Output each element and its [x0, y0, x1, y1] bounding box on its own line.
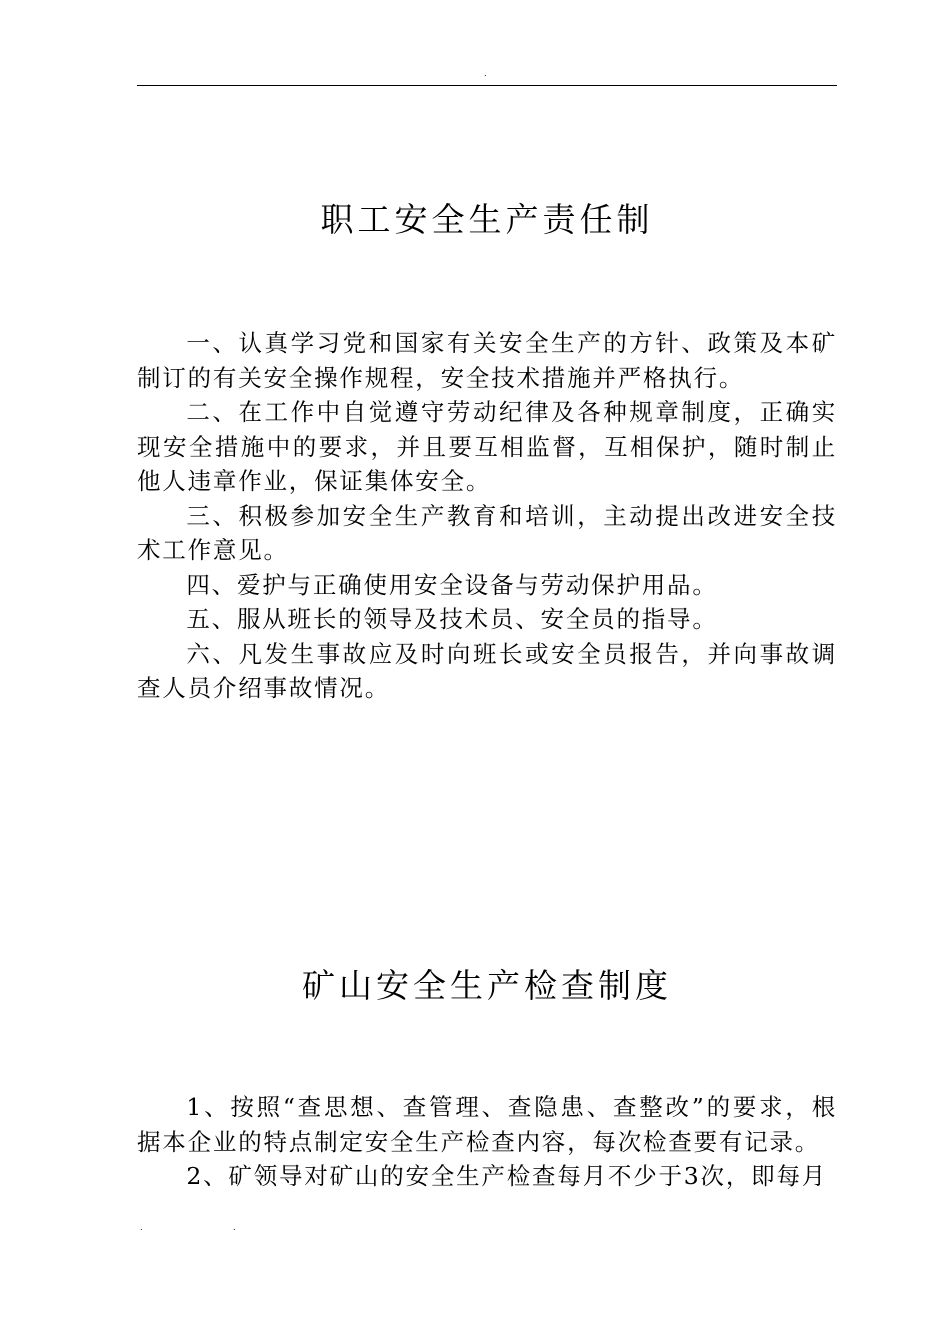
header-mark: .	[484, 69, 487, 78]
paragraph: 1、按照“查思想、查管理、查隐患、查整改”的要求，根据本企业的特点制定安全生产检查内容，每次检查要有记录。	[137, 1093, 837, 1156]
paragraph: 一、认真学习党和国家有关安全生产的方针、政策及本矿制订的有关安全操作规程，安全技术措施并严格执行。	[137, 329, 837, 392]
header-rule	[137, 85, 837, 86]
section-title-responsibility: 职工安全生产责任制	[320, 200, 654, 239]
section-title-inspection: 矿山安全生产检查制度	[302, 966, 672, 1005]
footer-mark: .	[233, 1223, 236, 1232]
paragraph: 五、服从班长的领导及技术员、安全员的指导。	[186, 605, 718, 633]
footer-mark: .	[140, 1223, 143, 1232]
paragraph: 四、爱护与正确使用安全设备与劳动保护用品。	[186, 570, 718, 599]
section-body-inspection	[137, 1090, 837, 1194]
paragraph: 三、积极参加安全生产教育和培训，主动提出改进安全技术工作意见。	[137, 501, 837, 564]
paragraph: 2、矿领导对矿山的安全生产检查每月不少于3次，即每月	[186, 1162, 828, 1190]
paragraph: 六、凡发生事故应及时向班长或安全员报告，并向事故调查人员介绍事故情况。	[137, 639, 837, 702]
section-body-responsibility	[137, 326, 837, 706]
paragraph: 二、在工作中自觉遵守劳动纪律及各种规章制度，正确实现安全措施中的要求，并且要互相监督，互相保护，随时制止他人违章作业，保证集体安全。	[137, 398, 837, 495]
